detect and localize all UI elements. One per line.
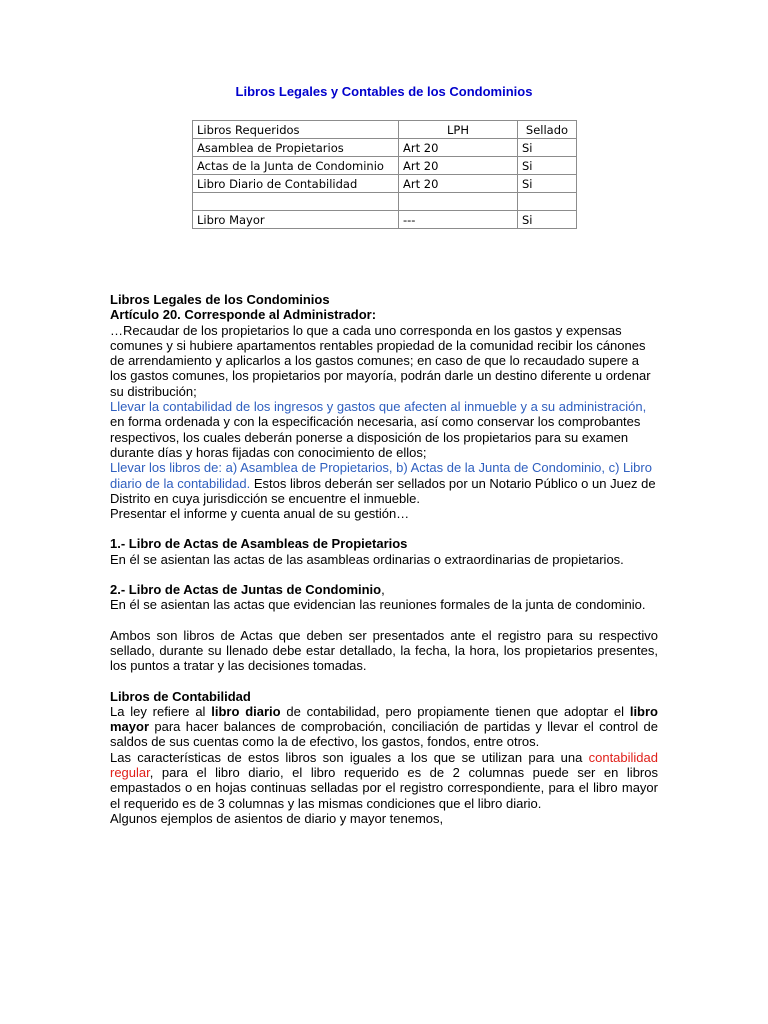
paragraph: En él se asientan las actas que evidencian las reuniones formales de la junta de condominio. [110,597,646,613]
item-heading-line [110,582,658,597]
table-cell: Si [518,211,577,229]
table-cell: Libro Diario de Contabilidad [193,175,399,193]
section-heading: Libros de Contabilidad [110,688,251,704]
paragraph [110,704,658,750]
paragraph [110,399,658,460]
table-cell: Art 20 [399,175,518,193]
page-title: Libros Legales y Contables de los Condominios [235,84,533,99]
paragraph: Ambos son libros de Actas que deben ser presentados ante el registro para su respectivo sellado, durante su llenado debe estar detallado, la fecha, la hora, los propietarios presentes, los puntos a tratar y las decisiones tomadas. [110,627,658,674]
table-row-empty [193,193,577,211]
section-heading: Libros Legales de los Condominios [110,292,330,307]
bold-term: libro mayor [110,703,658,735]
table-row [193,175,577,193]
table-cell: Art 20 [399,157,518,175]
table-row [193,211,577,229]
table-cell: Art 20 [399,139,518,157]
article-heading: Artículo 20. Corresponde al Administrador: [110,307,377,323]
paragraph: Algunos ejemplos de asientos de diario y mayor tenemos, [110,810,444,826]
document-body [110,292,658,826]
table-cell: --- [399,211,518,229]
table-cell: Actas de la Junta de Condominio [193,157,399,175]
column-header-lph: LPH [399,121,518,139]
paragraph-text: Las características de estos libros son iguales a los que se utilizan para una [110,749,589,765]
paragraph: En él se asientan las actas de las asambleas ordinarias o extraordinarias de propietarios. [110,551,624,567]
bold-term: libro diario [211,703,281,719]
required-books-table [192,120,577,229]
highlighted-text: Llevar la contabilidad de los ingresos y gastos que afecten al inmueble y a su administración, [110,399,647,415]
table-row [193,139,577,157]
column-header-libros: Libros Requeridos [193,121,399,139]
paragraph-text: en forma ordenada y con la especificación necesaria, así como conservar los comprobantes respectivos, los cuales deberán ponerse a disposición de los propietarios para su examen durante días y horas fijadas con conocimiento de ellos; [110,414,641,460]
paragraph: …Recaudar de los propietarios lo que a cada uno corresponda en los gastos y expensas comunes y si hubiere apartamentos rentables propiedad de la comunidad recibir los cánones de arrendamiento y aplicarlos a los gastos comunes; en caso de que lo recaudado supere a los gastos comunes, los propietarios por mayoría, podrán darle un destino diferente u ordenar su distribución; [110,322,651,399]
item-heading: 1.- Libro de Actas de Asambleas de Propietarios [110,536,408,552]
table-cell: Libro Mayor [193,211,399,229]
column-header-sellado: Sellado [518,121,577,139]
paragraph [110,750,658,811]
paragraph-text: La ley refiere al [110,703,212,719]
table-cell: Si [518,157,577,175]
highlighted-text: Llevar los libros de: a) Asamblea de Propietarios, b) Actas de la Junta de Condominio, c) Libro diario de la contabilidad. [110,460,652,491]
table-cell [518,193,577,211]
table-header-row [193,121,577,139]
table-cell [399,193,518,211]
paragraph: Presentar el informe y cuenta anual de su gestión… [110,506,410,522]
table-cell: Si [518,139,577,157]
paragraph-text: , para el libro diario, el libro requerido es de 2 columnas puede ser en libros empastados o en hojas continuas selladas por el registro correspondiente, para el libro mayor el requerido es de 3 columnas y las mismas condiciones que el libro diario. [110,765,658,811]
highlighted-text: contabilidad regular [110,749,658,781]
table-cell: Asamblea de Propietarios [193,139,399,157]
heading-comma: , [381,582,385,598]
table-cell: Si [518,175,577,193]
paragraph [110,460,658,506]
paragraph-text: de contabilidad, pero propiamente tienen que adoptar el [280,703,630,719]
table-cell [193,193,399,211]
paragraph-text: Estos libros deberán ser sellados por un Notario Público o un Juez de Distrito en cuya jurisdicción se encuentre el inmueble. [110,475,656,506]
table-row [193,157,577,175]
item-heading: 2.- Libro de Actas de Juntas de Condominio [110,582,382,598]
paragraph-text: para hacer balances de comprobación, conciliación de partidas y llevar el control de saldos de sus cuentas como la de efectivo, los gastos, fondos, entre otros. [110,719,658,750]
